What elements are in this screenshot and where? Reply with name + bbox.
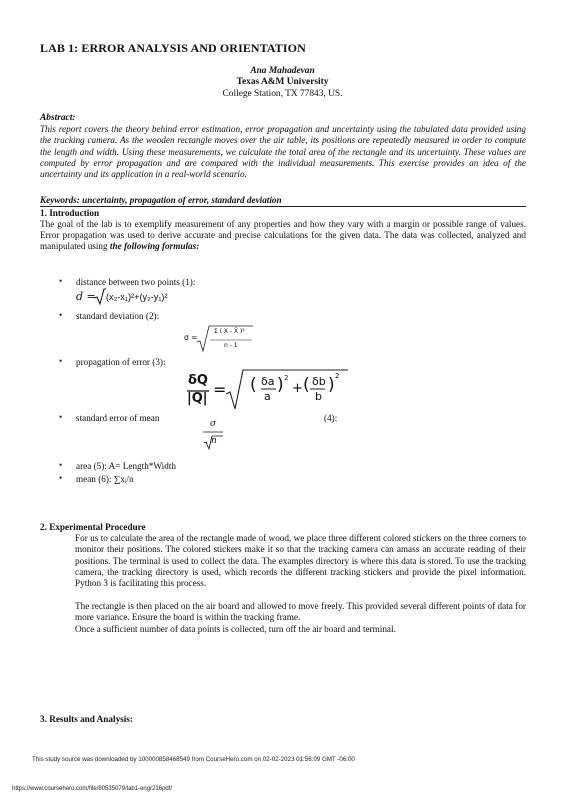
stddev-sigma: σ = xyxy=(184,333,198,342)
procedure-paragraph-2: The rectangle is then placed on the air board and allowed to move freely. This provided several different points of data for more variance. Ensure the board is within the tracking frame. xyxy=(75,601,526,623)
prop-paren-a-left: ( xyxy=(250,375,257,395)
formula-sem-number: (4): xyxy=(324,413,338,423)
footer-url: https://www.coursehero.com/file/80535079/lab1-engr216pdf/ xyxy=(12,786,173,792)
section-1-heading: 1. Introduction xyxy=(40,208,100,218)
prop-paren-b-left: ( xyxy=(303,375,310,395)
formula-distance xyxy=(76,290,96,303)
prop-paren-b-right: ) xyxy=(328,375,335,395)
procedure-paragraph-3: Once a sufficient number of data points is collected, turn off the air board and terminal. xyxy=(75,624,396,634)
prop-equals: = xyxy=(213,380,227,399)
bullet-6: • xyxy=(59,473,63,483)
abstract-text: This report covers the theory behind error estimation, error propagation and uncertainty using the tabulated data provided using the tracking camera. As the wooden rectangle moves over the air table, its positions are repeatedly measured in order to compute the length and width. Using these measurements, we calculate the total area of the rectangle and its uncertainty. These values are computed by error propagation and are compared with the individual measurements. This exercise provides an idea of the uncertainty and its application in a real-world scenario. xyxy=(40,124,526,180)
formula-distance-label: distance between two points (1): xyxy=(76,277,196,287)
bullet-2: • xyxy=(59,310,63,320)
keywords-divider xyxy=(40,206,526,207)
prop-exp-b: 2 xyxy=(335,372,340,380)
university-name: Texas A&M University xyxy=(236,77,329,88)
prop-exp-a: 2 xyxy=(284,374,289,382)
bullet-1: • xyxy=(59,276,63,286)
prop-a: a xyxy=(264,390,271,403)
introduction-paragraph xyxy=(40,219,526,253)
intro-emphasis: the following formulas: xyxy=(109,241,200,252)
distance-lhs: d = xyxy=(76,290,96,303)
stddev-denominator: n - 1 xyxy=(224,342,238,349)
section-2-heading: 2. Experimental Procedure xyxy=(40,522,146,532)
formula-area-label: area (5): A= Length*Width xyxy=(76,461,176,471)
keywords-line: Keywords: uncertainty, propagation of error, standard deviation xyxy=(40,195,282,205)
formula-propagation-label: propagation of error (3): xyxy=(76,357,166,367)
author-name: Ana Mahadevan xyxy=(250,66,315,76)
formula-stddev-label: standard deviation (2): xyxy=(76,311,160,321)
procedure-paragraph-1: For us to calculate the area of the rectangle made of wood, we place three different colored stickers on the three corners to monitor their positions. The colored stickers make it so that the tracking camera can amass an accurate reading of their positions. The terminal is used to collect the data. The examples directory is where this data is stored. To use the tracking camera, the tracking directory is used, which records the different tracking stickers and provide the pixel information. Python 3 is facilitating this process. xyxy=(75,533,526,589)
formula-mean-label: mean (6): ∑xᵢ/n xyxy=(76,474,134,484)
footer-source-note: This study source was downloaded by 100000858468549 from CourseHero.com on 02-02-2023 01:56:09 GMT -06:00 xyxy=(32,756,355,763)
prop-abs-q: |Q| xyxy=(187,391,208,406)
bullet-3: • xyxy=(59,356,63,366)
distance-expression: (x₂-x₁)²+(y₂-y₁)² xyxy=(106,292,168,302)
prop-paren-a-right: ) xyxy=(277,375,284,395)
distance-sqrt-icon xyxy=(94,289,106,305)
prop-delta-q: δQ xyxy=(188,373,208,388)
intro-text: The goal of the lab is to exemplify measurement of any properties and how they vary with a margin or possible range of values. Error propagation was used to derive accurate and precise calculations for the given data. The data was collected, analyzed and manipulated using xyxy=(40,219,526,252)
sem-n: n xyxy=(211,436,217,446)
section-3-heading: 3. Results and Analysis: xyxy=(40,714,133,724)
prop-plus: + xyxy=(292,381,303,396)
bullet-4: • xyxy=(59,412,63,422)
author-location: College Station, TX 77843, US. xyxy=(222,88,343,99)
formula-sem-label: standard error of mean xyxy=(76,413,160,423)
prop-b: b xyxy=(315,390,322,403)
sem-sigma: σ xyxy=(210,419,217,429)
paper-title: LAB 1: ERROR ANALYSIS AND ORIENTATION xyxy=(40,41,306,55)
bullet-5: • xyxy=(59,460,63,470)
author-block xyxy=(0,66,565,100)
prop-delta-b: δb xyxy=(312,375,326,388)
prop-delta-a: δa xyxy=(261,375,275,388)
stddev-numerator: Σ ( X - X̄ )² xyxy=(214,328,245,335)
abstract-heading: Abstract: xyxy=(40,113,76,123)
